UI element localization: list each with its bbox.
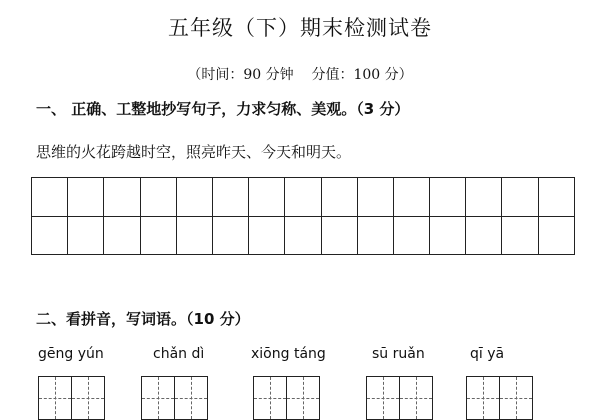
grid-cell[interactable] [539,217,575,256]
grid-cell[interactable] [285,178,321,217]
grid-cell[interactable] [322,178,358,217]
grid-cell[interactable] [177,217,213,256]
exam-title: 五年级（下）期末检测试卷 [168,16,432,40]
answer-box-2[interactable] [141,376,207,420]
grid-cell[interactable] [104,178,140,217]
grid-cell[interactable] [177,178,213,217]
grid-cell[interactable] [502,178,538,217]
tianzige-square[interactable] [399,376,433,420]
pinyin-5: qī yā [470,346,505,362]
grid-cell[interactable] [249,178,285,217]
grid-cell[interactable] [141,217,177,256]
grid-cell[interactable] [104,217,140,256]
section1-sentence: 思维的火花跨越时空，照亮昨天、今天和明天。 [36,143,352,161]
grid-cell[interactable] [32,178,68,217]
tianzige-square[interactable] [366,376,400,420]
exam-subtitle: （时间：90 分钟 分值：100 分） [187,67,413,83]
grid-cell[interactable] [213,217,249,256]
grid-cell[interactable] [249,217,285,256]
tianzige-square[interactable] [466,376,500,420]
answer-box-4[interactable] [366,376,432,420]
grid-cell[interactable] [394,217,430,256]
grid-cell[interactable] [322,217,358,256]
tianzige-square[interactable] [253,376,287,420]
tianzige-square[interactable] [286,376,320,420]
pinyin-2: chǎn dì [153,346,205,362]
tianzige-square[interactable] [141,376,175,420]
grid-cell[interactable] [466,217,502,256]
pinyin-1: gēng yún [38,346,104,362]
section1-heading: 一、 正确、工整地抄写句子，力求匀称、美观。（3 分） [36,100,410,118]
grid-cell[interactable] [32,217,68,256]
pinyin-4: sū ruǎn [372,346,425,362]
grid-cell[interactable] [68,217,104,256]
grid-cell[interactable] [539,178,575,217]
answer-box-1[interactable] [38,376,104,420]
section2-heading: 二、看拼音，写词语。（10 分） [36,310,250,328]
grid-cell[interactable] [502,217,538,256]
tianzige-square[interactable] [71,376,105,420]
grid-cell[interactable] [466,178,502,217]
grid-cell[interactable] [213,178,249,217]
grid-cell[interactable] [141,178,177,217]
grid-cell[interactable] [430,217,466,256]
grid-cell[interactable] [68,178,104,217]
grid-cell[interactable] [430,178,466,217]
copy-writing-grid[interactable] [31,177,575,255]
answer-box-3[interactable] [253,376,319,420]
tianzige-square[interactable] [499,376,533,420]
answer-box-5[interactable] [466,376,532,420]
pinyin-3: xiōng táng [251,346,326,362]
grid-cell[interactable] [358,217,394,256]
tianzige-square[interactable] [174,376,208,420]
grid-cell[interactable] [394,178,430,217]
grid-cell[interactable] [358,178,394,217]
grid-cell[interactable] [285,217,321,256]
tianzige-square[interactable] [38,376,72,420]
